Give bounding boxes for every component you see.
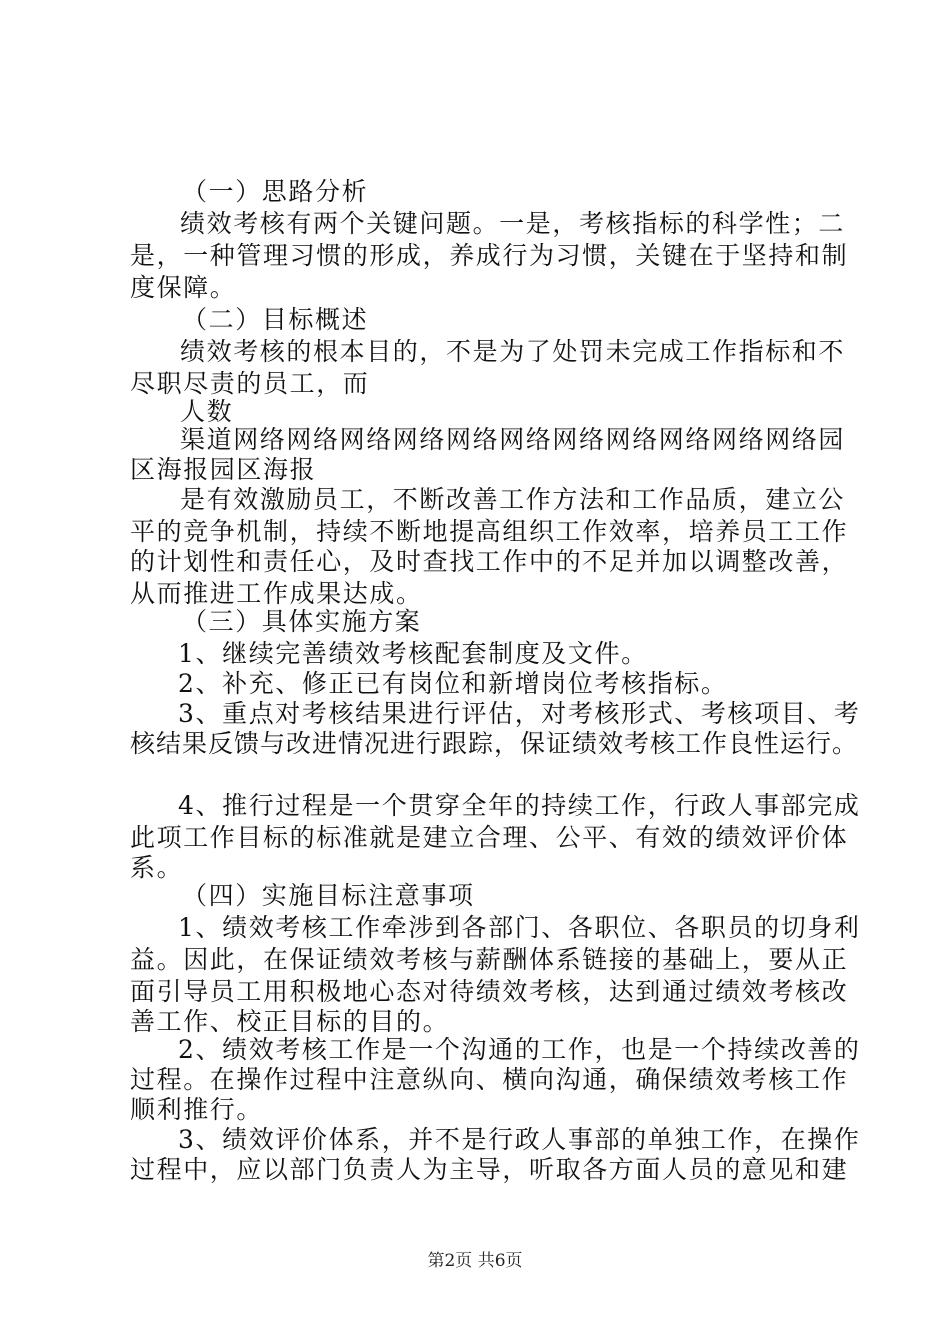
paragraph-line: 是有效激励员工，不断改善工作方法和工作品质，建立公: [180, 485, 846, 514]
list-item: 1、绩效考核工作牵涉到各部门、各职位、各职员的切身利: [178, 913, 861, 942]
paragraph-line: 面引导员工用积极地心态对待绩效考核，达到通过绩效考核改: [130, 977, 849, 1006]
paragraph-line: 绩效考核的根本目的，不是为了处罚未完成工作指标和不: [180, 337, 846, 366]
paragraph-line: 尽职尽责的员工，而: [130, 369, 370, 398]
page-footer: [0, 1246, 950, 1271]
list-item: 2、绩效考核工作是一个沟通的工作，也是一个持续改善的: [178, 1035, 861, 1064]
paragraph-line: 从而推进工作成果达成。: [130, 579, 423, 608]
page-number-label: 第2页 共6页: [427, 1251, 523, 1271]
heading-2: （二）目标概述: [182, 305, 369, 334]
paragraph-line: 的计划性和责任心，及时查找工作中的不足并加以调整改善，: [130, 547, 849, 576]
paragraph-line: 度保障。: [130, 273, 237, 302]
list-item: 3、重点对考核结果进行评估，对考核形式、考核项目、考: [178, 699, 861, 728]
paragraph-line: 人数: [180, 397, 234, 426]
list-item: 2、补充、修正已有岗位和新增岗位考核指标。: [178, 669, 728, 698]
paragraph-line: 顺利推行。: [130, 1095, 264, 1124]
list-item: 3、绩效评价体系，并不是行政人事部的单独工作，在操作: [178, 1125, 861, 1154]
paragraph-line: 益。因此，在保证绩效考核与薪酬体系链接的基础上，要从正: [130, 945, 849, 974]
heading-3: （三）具体实施方案: [182, 607, 422, 636]
paragraph-line: 平的竞争机制，持续不断地提高组织工作效率，培养员工工作: [130, 517, 849, 546]
heading-4: （四）实施目标注意事项: [182, 881, 475, 910]
paragraph-line: 是，一种管理习惯的形成，养成行为习惯，关键在于坚持和制: [130, 241, 849, 270]
paragraph-line: 过程中，应以部门负责人为主导，听取各方面人员的意见和建: [130, 1155, 849, 1184]
paragraph-line: 善工作、校正目标的目的。: [130, 1007, 450, 1036]
paragraph-line: 过程。在操作过程中注意纵向、横向沟通，确保绩效考核工作: [130, 1065, 849, 1094]
list-item: 4、推行过程是一个贯穿全年的持续工作，行政人事部完成: [178, 791, 861, 820]
paragraph-line: 核结果反馈与改进情况进行跟踪，保证绩效考核工作良性运行。: [130, 729, 859, 758]
paragraph-line: 此项工作目标的标准就是建立合理、公平、有效的绩效评价体: [130, 823, 849, 852]
list-item: 1、继续完善绩效考核配套制度及文件。: [178, 639, 648, 668]
paragraph-line: 区海报园区海报: [130, 455, 317, 484]
paragraph-line: 渠道网络网络网络网络网络网络网络网络网络网络网络园: [180, 425, 846, 454]
heading-1: （一）思路分析: [182, 177, 369, 206]
paragraph-line: 绩效考核有两个关键问题。一是，考核指标的科学性；二: [180, 209, 846, 238]
paragraph-line: 系。: [130, 853, 184, 882]
